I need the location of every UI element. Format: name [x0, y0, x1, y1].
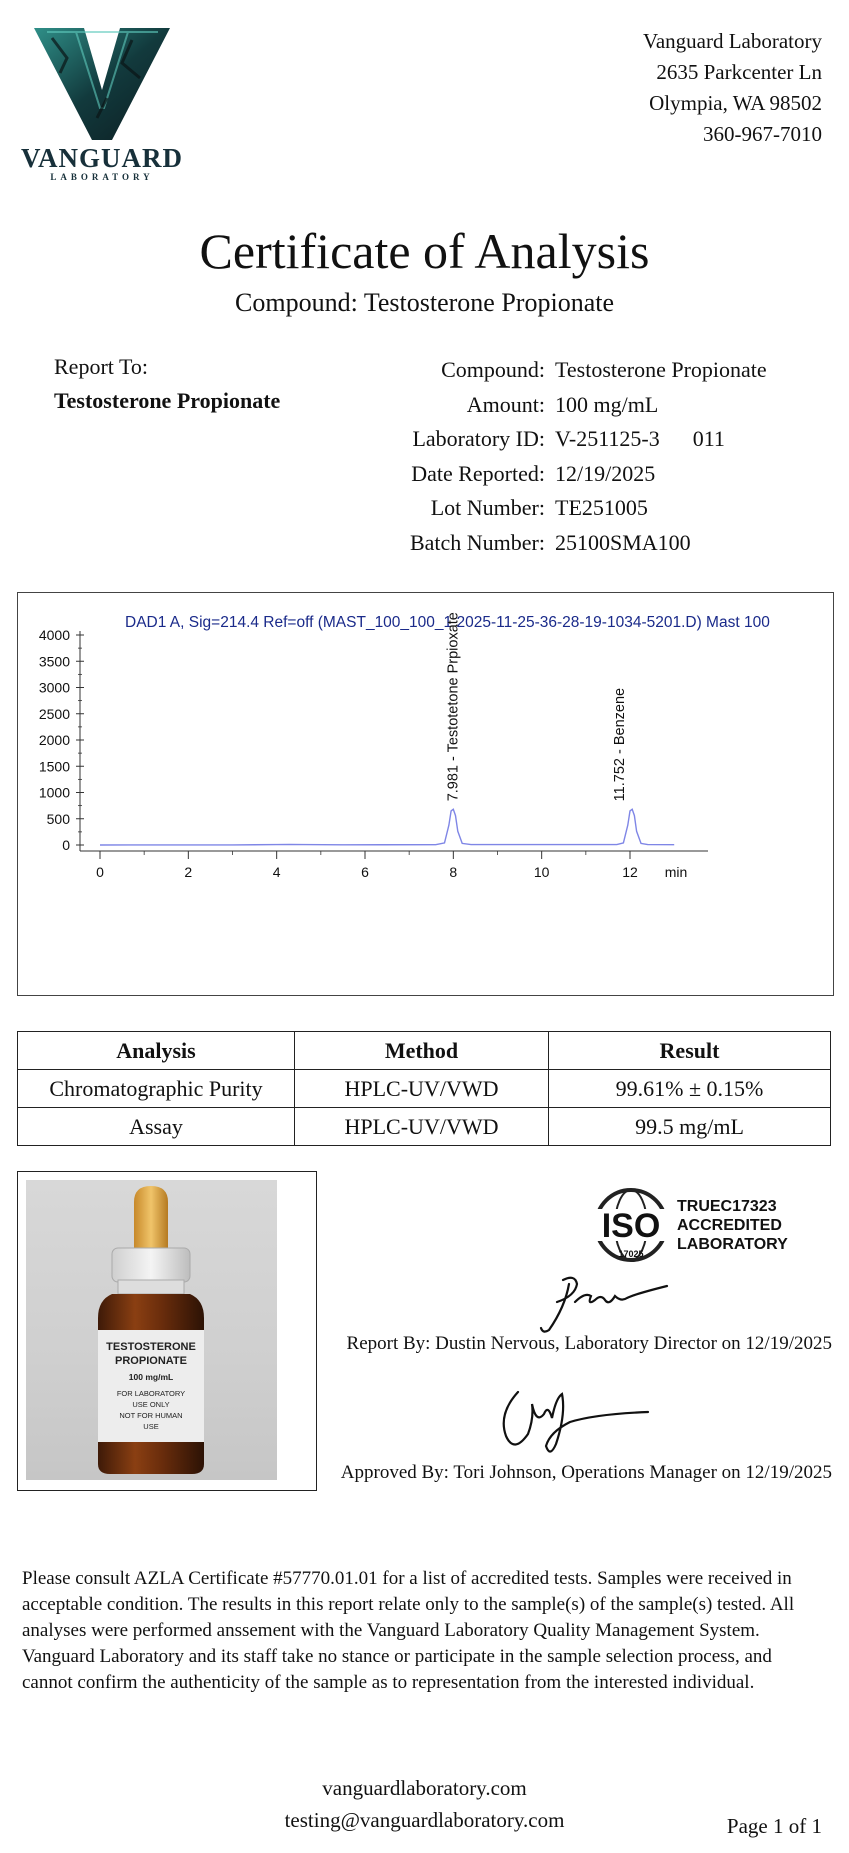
iso-text-line: LABORATORY [677, 1236, 788, 1253]
detail-row [330, 422, 830, 457]
address-line: 2635 Parkcenter Ln [656, 60, 822, 84]
vial-label-note: NOT FOR HUMAN [119, 1411, 183, 1420]
iso-text-line: ACCREDITED [677, 1217, 782, 1234]
detail-value: V-251125-3 011 [555, 426, 725, 452]
table-cell: 99.5 mg/mL [549, 1108, 831, 1146]
logo-wordmark: VANGUARD [20, 143, 183, 173]
y-tick-label: 2500 [38, 705, 70, 722]
page-number: Page 1 of 1 [726, 1814, 822, 1838]
footer-website[interactable]: vanguardlaboratory.com [322, 1776, 527, 1800]
chromatogram-chart [18, 593, 833, 995]
detail-label: Lot Number: [430, 495, 545, 521]
table-row [18, 1070, 831, 1108]
detail-row [330, 491, 830, 526]
detail-row [330, 388, 830, 423]
peak-label: 7.981 - Testotetone Prpioxate [445, 612, 462, 802]
sample-photo-frame [17, 1171, 317, 1491]
detail-value: 12/19/2025 [555, 460, 656, 486]
x-tick-label: 2 [184, 864, 193, 880]
report-to-label: Report To: [54, 354, 148, 379]
table-cell: Assay [18, 1108, 295, 1146]
manager-signature [492, 1374, 657, 1459]
detail-label: Laboratory ID: [412, 426, 545, 452]
vial-label-strength: 100 mg/mL [128, 1372, 174, 1382]
report-by-statement: Report By: Dustin Nervous, Laboratory Director on 12/19/2025 [346, 1333, 832, 1354]
x-tick-label: 10 [533, 864, 550, 880]
iso-accreditation-badge [589, 1185, 839, 1265]
vial-label-note: USE [143, 1422, 159, 1431]
vial-label-note: FOR LABORATORY [116, 1389, 186, 1398]
lab-address [643, 26, 822, 150]
x-tick-label: 0 [96, 864, 104, 880]
approved-by-statement: Approved By: Tori Johnson, Operations Manager on 12/19/2025 [340, 1462, 832, 1483]
detail-value: Testosterone Propionate [555, 357, 767, 383]
sample-photo [26, 1180, 277, 1480]
y-tick-label: 4000 [38, 627, 70, 643]
table-header-row [18, 1032, 831, 1070]
detail-label: Batch Number: [409, 529, 545, 555]
column-header: Result [549, 1032, 831, 1070]
table-cell: HPLC-UV/VWD [295, 1070, 549, 1108]
detail-row [330, 526, 830, 561]
detail-value: 100 mg/mL [555, 391, 659, 417]
y-tick-label: 1000 [38, 784, 70, 801]
chart-title: DAD1 A, Sig=214.4 Ref=off (MAST_100_100_1 2025-11-25-36-28-19-1034-5201.D) Mast 100 [125, 614, 770, 631]
vial-label-line: TESTOSTERONE [106, 1341, 196, 1353]
detail-value: 25100SMA100 [555, 529, 691, 555]
y-tick-label: 0 [62, 837, 70, 853]
column-header: Analysis [18, 1032, 295, 1070]
page-title: Certificate of Analysis [199, 223, 650, 279]
table-row [18, 1108, 831, 1146]
director-signature [535, 1272, 670, 1334]
detail-value: TE251005 [555, 495, 648, 521]
detail-label: Compound: [441, 357, 545, 383]
table-cell: HPLC-UV/VWD [295, 1108, 549, 1146]
vial-label-line: PROPIONATE [115, 1355, 187, 1367]
detail-label: Date Reported: [411, 460, 545, 486]
disclaimer-text: Please consult AZLA Certificate #57770.01.01 for a list of accredited tests. Samples were received in acceptable condition. The results in this report relate only to the sample(s) of the sample(s) tested. All analyses were performed anssement with the Vanguard Laboratory Quality Management System. Vanguard Laboratory and its staff take no stance or participate in the sample selection process, and cannot confirm the authenticity of the sample as to representation from the interested individual. [22, 1568, 795, 1693]
y-tick-label: 3000 [38, 679, 70, 696]
logo-subtext: LABORATORY [50, 172, 154, 182]
iso-number: 17025 [618, 1249, 644, 1259]
results-table [17, 1031, 831, 1146]
vial-image [26, 1180, 277, 1480]
address-line: Olympia, WA 98502 [649, 91, 822, 115]
y-tick-label: 1500 [38, 758, 70, 775]
iso-text-line: TRUEC17323 [677, 1198, 777, 1215]
column-header: Method [295, 1032, 549, 1070]
y-tick-label: 500 [46, 810, 70, 827]
x-tick-label: 4 [272, 864, 281, 880]
page-subtitle: Compound: Testosterone Propionate [235, 288, 614, 317]
address-phone: 360-967-7010 [703, 122, 822, 146]
x-tick-label: 6 [361, 864, 369, 880]
table-cell: Chromatographic Purity [18, 1070, 295, 1108]
signal-trace [100, 809, 674, 845]
table-cell: 99.61% ± 0.15% [549, 1070, 831, 1108]
y-tick-label: 2000 [38, 732, 70, 748]
x-axis-label: min [664, 864, 688, 880]
x-tick-label: 8 [449, 864, 458, 880]
x-tick-label: 12 [622, 864, 638, 880]
detail-row [330, 353, 830, 388]
address-line: Vanguard Laboratory [642, 29, 822, 53]
y-tick-label: 3500 [38, 653, 70, 670]
peak-label: 11.752 - Benzene [612, 687, 629, 802]
detail-label: Amount: [466, 391, 545, 417]
report-to-name: Testosterone Propionate [54, 388, 281, 413]
iso-mark: ISO [601, 1207, 661, 1245]
detail-row [330, 457, 830, 492]
chromatogram-panel [17, 592, 834, 996]
footer-email[interactable]: testing@vanguardlaboratory.com [284, 1808, 565, 1832]
sample-details [330, 353, 830, 560]
vial-label-note: USE ONLY [132, 1400, 170, 1409]
